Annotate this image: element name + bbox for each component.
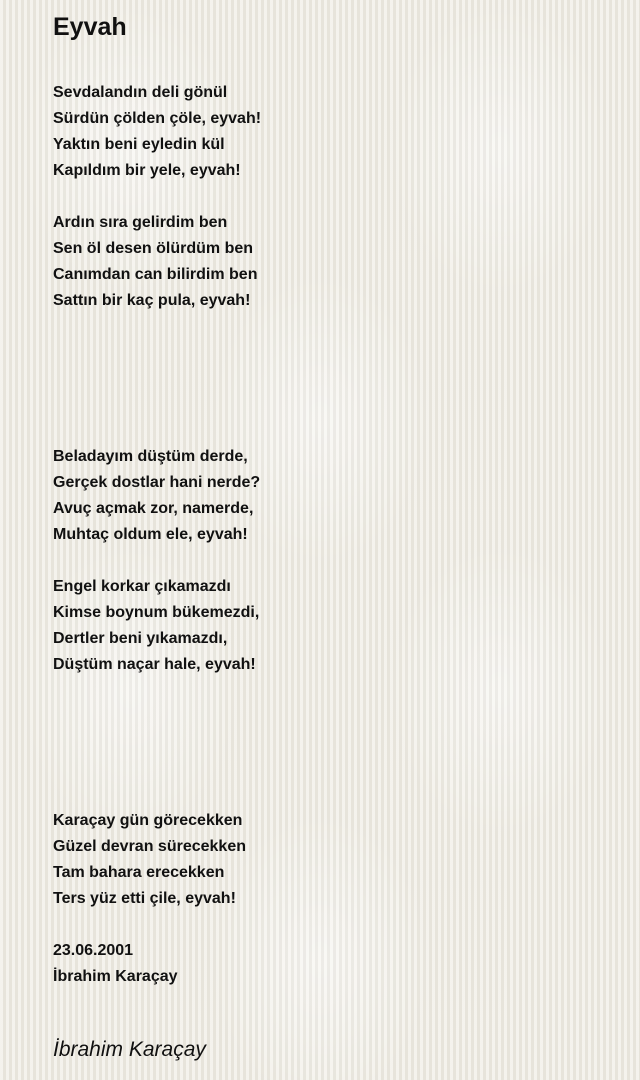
poem-line: Kimse boynum bükemezdi, [53, 604, 260, 621]
poem-title: Eyvah [53, 13, 127, 41]
poem-line: Muhtaç oldum ele, eyvah! [53, 526, 248, 543]
poem-line: Sen öl desen ölürdüm ben [53, 240, 254, 257]
poem-footer [53, 938, 640, 990]
stanza-4 [53, 574, 640, 678]
stanza-gap [53, 912, 640, 938]
section-gap [53, 678, 640, 808]
poem-line: Beladayım düştüm derde, [53, 448, 248, 465]
poem-line: Sattın bir kaç pula, eyvah! [53, 292, 251, 309]
stanza-gap [53, 548, 640, 574]
poem-line: Karaçay gün görecekken [53, 812, 243, 829]
poem-line: Avuç açmak zor, namerde, [53, 500, 254, 517]
stanza-3 [53, 444, 640, 548]
poem-author: İbrahim Karaçay [53, 968, 178, 985]
poem-line: Canımdan can bilirdim ben [53, 266, 258, 283]
poem-line: Güzel devran sürecekken [53, 838, 246, 855]
poem-date: 23.06.2001 [53, 942, 134, 959]
poem-body [53, 80, 640, 990]
stanza-2 [53, 210, 640, 314]
stanza-1 [53, 80, 640, 184]
poem-line: Gerçek dostlar hani nerde? [53, 474, 261, 491]
section-gap [53, 314, 640, 444]
poem-line: Engel korkar çıkamazdı [53, 578, 231, 595]
poem-line: Sevdalandın deli gönül [53, 84, 228, 101]
stanza-gap [53, 184, 640, 210]
poem-line: Tam bahara erecekken [53, 864, 225, 881]
stanza-5 [53, 808, 640, 912]
poem-line: Yaktın beni eyledin kül [53, 136, 225, 153]
poem-line: Ardın sıra gelirdim ben [53, 214, 228, 231]
poem-line: Kapıldım bir yele, eyvah! [53, 162, 241, 179]
author-signature: İbrahim Karaçay [53, 1038, 206, 1061]
poem-line: Ters yüz etti çile, eyvah! [53, 890, 236, 907]
poem-line: Düştüm naçar hale, eyvah! [53, 656, 256, 673]
poem-line: Dertler beni yıkamazdı, [53, 630, 228, 647]
poem-line: Sürdün çölden çöle, eyvah! [53, 110, 262, 127]
